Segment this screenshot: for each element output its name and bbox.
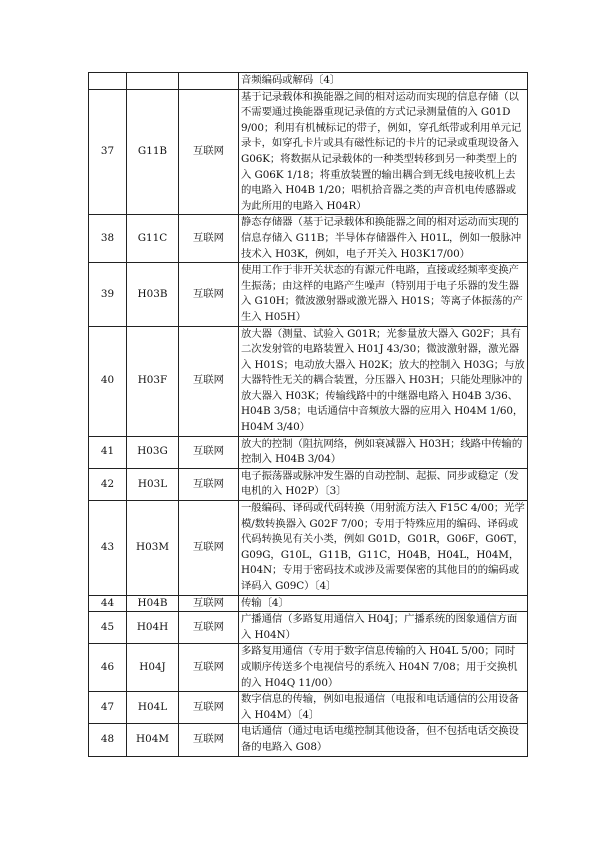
ipc-classification-table <box>88 72 528 757</box>
ipc-code: H04B <box>127 595 179 612</box>
table-row <box>89 644 528 692</box>
table-row <box>89 724 528 756</box>
table-row <box>89 326 528 436</box>
field-category: 互联网 <box>179 89 239 215</box>
ipc-code: H03G <box>127 436 179 468</box>
row-number <box>89 73 127 90</box>
ipc-code: H03B <box>127 263 179 326</box>
ipc-description: 使用工作于非开关状态的有源元件电路，直接或经频率变换产生振荡；由这样的电路产生噪声（特别用于电子乐器的发生器入 G10H；微波激射器或激光器入 H01S；等离子体振荡的产生入 H05H） <box>239 263 528 326</box>
row-number: 39 <box>89 263 127 326</box>
field-category: 互联网 <box>179 644 239 692</box>
row-number: 42 <box>89 468 127 500</box>
table-row <box>89 501 528 596</box>
field-category: 互联网 <box>179 692 239 724</box>
field-category: 互联网 <box>179 612 239 644</box>
table-row <box>89 612 528 644</box>
ipc-code: G11B <box>127 89 179 215</box>
row-number: 38 <box>89 215 127 263</box>
table-row <box>89 215 528 263</box>
table-row <box>89 73 528 90</box>
ipc-description: 传输〔4〕 <box>239 595 528 612</box>
row-number: 45 <box>89 612 127 644</box>
ipc-description: 基于记录载体和换能器之间的相对运动而实现的信息存储（以不需要通过换能器重现记录值的方式记录测量值的入 G01D 9/00；利用有机械标记的带子，例如，穿孔纸带或利用单元记录卡，如穿孔卡片或具有磁性标记的卡片的记录或重现设备入 G06K；将数据从记录载体的一种类型转移到另一种类型上的入 G06K 1/18；将重放装置的输出耦合到无线电接收机上去的电路入 H04B 1/20；唱机拾音器之类的声音机电传感器或为此所用的电路入 H04R） <box>239 89 528 215</box>
table-row <box>89 595 528 612</box>
ipc-description: 一般编码、译码或代码转换（用射流方法入 F15C 4/00；光学模/数转换器入 G02F 7/00；专用于特殊应用的编码、译码或代码转换见有关小类，例如 G01D，G01R，G06F，G06T，G09G，G10L，G11B，G11C，H04B，H04L，H04M，H04N；专用于密码技术或涉及需要保密的其他目的的编码或译码入 G09C）〔4〕 <box>239 501 528 596</box>
ipc-code: H04M <box>127 724 179 756</box>
row-number: 41 <box>89 436 127 468</box>
row-number: 43 <box>89 501 127 596</box>
ipc-code: H04J <box>127 644 179 692</box>
ipc-code: H04H <box>127 612 179 644</box>
field-category: 互联网 <box>179 215 239 263</box>
ipc-description: 数字信息的传输，例如电报通信（电报和电话通信的公用设备入 H04M）〔4〕 <box>239 692 528 724</box>
ipc-description: 电话通信（通过电话电缆控制其他设备，但不包括电话交换设备的电路入 G08） <box>239 724 528 756</box>
ipc-code <box>127 73 179 90</box>
table-row <box>89 468 528 500</box>
ipc-code: H03M <box>127 501 179 596</box>
field-category: 互联网 <box>179 724 239 756</box>
row-number: 47 <box>89 692 127 724</box>
table-row <box>89 436 528 468</box>
field-category: 互联网 <box>179 326 239 436</box>
row-number: 44 <box>89 595 127 612</box>
field-category <box>179 73 239 90</box>
field-category: 互联网 <box>179 595 239 612</box>
field-category: 互联网 <box>179 263 239 326</box>
field-category: 互联网 <box>179 501 239 596</box>
table-row <box>89 263 528 326</box>
ipc-description: 放大的控制（阻抗网络，例如衰减器入 H03H；线路中传输的控制入 H04B 3/04） <box>239 436 528 468</box>
row-number: 37 <box>89 89 127 215</box>
table-row <box>89 89 528 215</box>
ipc-code: H03F <box>127 326 179 436</box>
field-category: 互联网 <box>179 436 239 468</box>
ipc-code: H04L <box>127 692 179 724</box>
ipc-description: 静态存储器（基于记录载体和换能器之间的相对运动而实现的信息存储入 G11B；半导体存储器件入 H01L，例如一般脉冲技术入 H03K，例如，电子开关入 H03K17/00） <box>239 215 528 263</box>
row-number: 46 <box>89 644 127 692</box>
row-number: 40 <box>89 326 127 436</box>
ipc-description: 电子振荡器或脉冲发生器的自动控制、起振、同步或稳定（发电机的入 H02P）〔3〕 <box>239 468 528 500</box>
field-category: 互联网 <box>179 468 239 500</box>
ipc-description: 广播通信（多路复用通信入 H04J；广播系统的图象通信方面入 H04N） <box>239 612 528 644</box>
ipc-description: 多路复用通信（专用于数字信息传输的入 H04L 5/00；同时或顺序传送多个电视信号的系统入 H04N 7/08；用于交换机的入 H04Q 11/00） <box>239 644 528 692</box>
table-row <box>89 692 528 724</box>
ipc-code: H03L <box>127 468 179 500</box>
row-number: 48 <box>89 724 127 756</box>
ipc-description: 音频编码或解码〔4〕 <box>239 73 528 90</box>
ipc-code: G11C <box>127 215 179 263</box>
ipc-description: 放大器（测量、试验入 G01R；光参量放大器入 G02F；具有二次发射管的电路装置入 H01J 43/30；微波激射器，激光器入 H01S；电动放大器入 H02K；放大的控制入 H03G；与放大器特性无关的耦合装置，分压器入 H03H；只能处理脉冲的放大器入 H03K；传输线路中的中继器电路入 H04B 3/36、H04B 3/58；电话通信中音频放大器的应用入 H04M 1/60，H04M 3/40） <box>239 326 528 436</box>
